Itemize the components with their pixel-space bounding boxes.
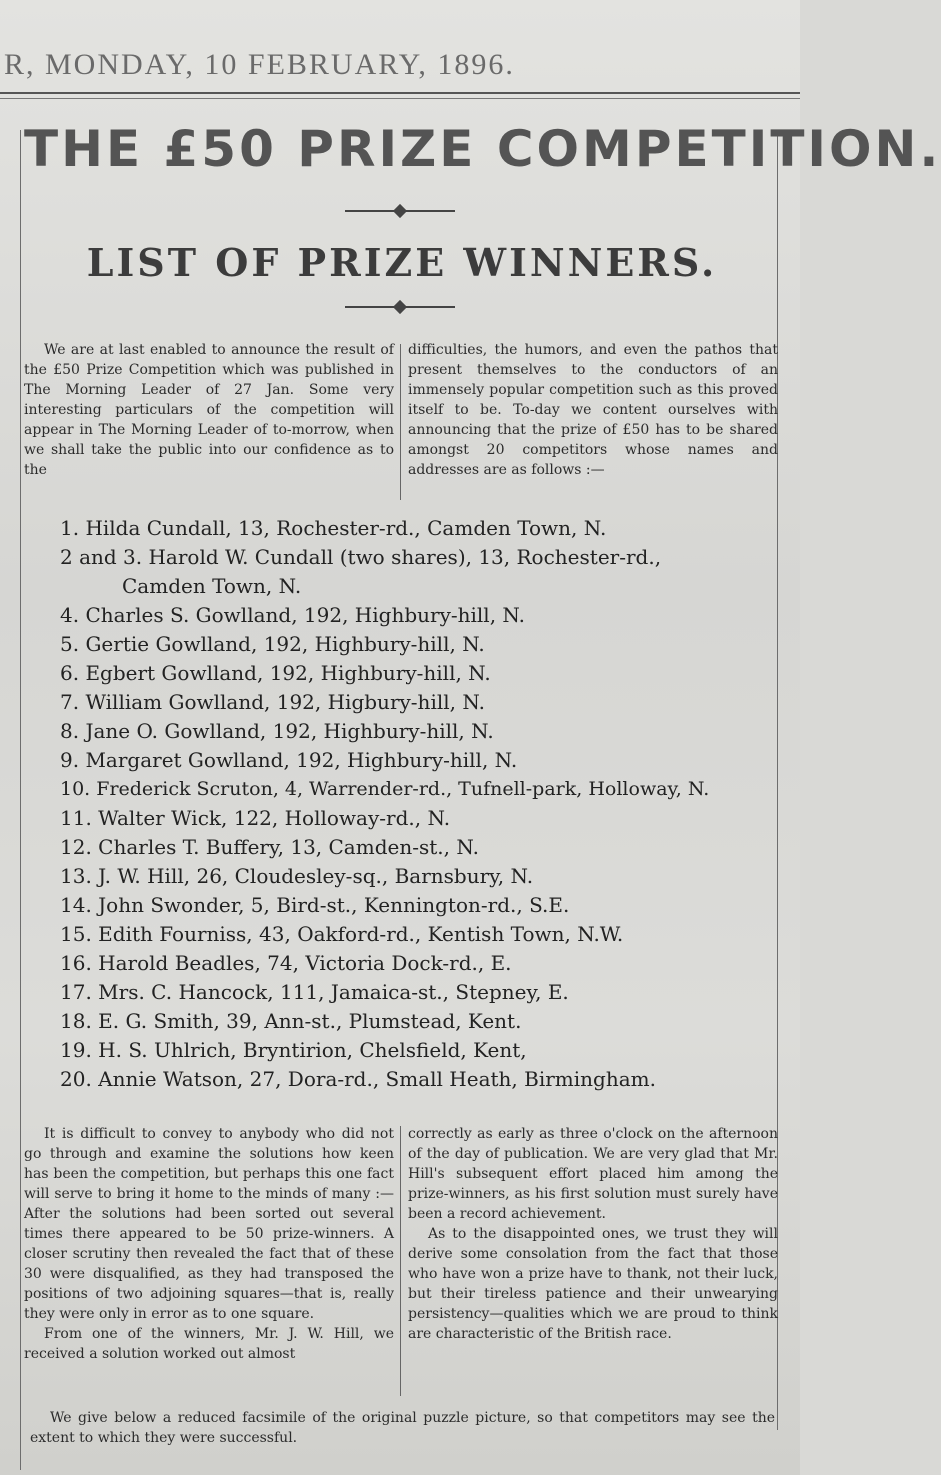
winner-item: 17. Mrs. C. Hancock, 111, Jamaica-st., Stepney, E. bbox=[60, 980, 569, 1004]
winner-item: 6. Egbert Gowlland, 192, Highbury-hill, N. bbox=[60, 661, 491, 685]
intro-left-text: We are at last enabled to announce the result of the £50 Prize Competition which was published in The Morning Leader of 27 Jan. Some very interesting particulars of the competition will appear in The Morning Leader of to-morrow, when we shall take the public into our confidence as to the bbox=[24, 342, 394, 478]
header-rule bbox=[0, 92, 800, 99]
winner-item: 7. William Gowlland, 192, Higbury-hill, N. bbox=[60, 690, 485, 714]
winner-item: 20. Annie Watson, 27, Dora-rd., Small Heath, Birmingham. bbox=[60, 1067, 656, 1091]
winner-item: 19. H. S. Uhlrich, Bryntirion, Chelsfield, Kent, bbox=[60, 1038, 527, 1062]
ornament-rule-bottom bbox=[345, 302, 455, 312]
body-right-paragraph-2: As to the disappointed ones, we trust they will derive some consolation from the fact that those who have won a prize have to thank, not their luck, but their tireless patience and their unwearying persistency—qualities which we are proud to think are characteristic of the British race. bbox=[408, 1226, 778, 1342]
winner-item: 18. E. G. Smith, 39, Ann-st., Plumstead, Kent. bbox=[60, 1009, 522, 1033]
footer-note bbox=[30, 1408, 775, 1448]
winner-item: 10. Frederick Scruton, 4, Warrender-rd., Tufnell-park, Holloway, N. bbox=[60, 778, 710, 800]
winners-list bbox=[60, 514, 780, 1094]
winner-item: 14. John Swonder, 5, Bird-st., Kennington-rd., S.E. bbox=[60, 893, 570, 917]
intro-left-column bbox=[24, 340, 394, 480]
headline: THE £50 PRIZE COMPETITION. bbox=[24, 120, 941, 178]
adjacent-column-right bbox=[777, 130, 800, 1430]
subheadline: LIST OF PRIZE WINNERS. bbox=[86, 240, 718, 285]
column-divider bbox=[400, 344, 401, 500]
winner-item: 13. J. W. Hill, 26, Cloudesley-sq., Barnsbury, N. bbox=[60, 864, 534, 888]
body-left-column bbox=[24, 1124, 394, 1364]
winner-item: 15. Edith Fourniss, 43, Oakford-rd., Kentish Town, N.W. bbox=[60, 922, 624, 946]
body-left-paragraph-1: It is difficult to convey to anybody who did not go through and examine the solutions how keen has been the competition, but perhaps this one fact will serve to bring it home to the minds of many :—After the solutions had been sorted out several times there appeared to be 50 prize-winners. A closer scrutiny then revealed the fact that of these 30 were disqualified, as they had transposed the positions of two adjoining squares—that is, really they were only in error as to one square. bbox=[24, 1126, 394, 1322]
winner-item: 5. Gertie Gowlland, 192, Highbury-hill, N. bbox=[60, 632, 485, 656]
body-left-paragraph-2: From one of the winners, Mr. J. W. Hill, we received a solution worked out almost bbox=[24, 1326, 394, 1362]
winner-item: 2 and 3. Harold W. Cundall (two shares), 13, Rochester-rd., bbox=[60, 545, 662, 569]
body-right-column bbox=[408, 1124, 778, 1344]
intro-right-text: difficulties, the humors, and even the pathos that present themselves to the conductors of an immensely popular competition such as this proved itself to be. To-day we content ourselves with announcing that the prize of £50 has to be shared amongst 20 competitors whose names and addresses are as follows :— bbox=[408, 342, 778, 478]
dateline: R, MONDAY, 10 FEBRUARY, 1896. bbox=[4, 48, 515, 81]
winner-item: 9. Margaret Gowlland, 192, Highbury-hill, N. bbox=[60, 748, 518, 772]
winner-item-continued: Camden Town, N. bbox=[122, 574, 302, 598]
intro-right-column bbox=[408, 340, 778, 480]
adjacent-column-left bbox=[0, 130, 21, 1470]
winner-item: 1. Hilda Cundall, 13, Rochester-rd., Camden Town, N. bbox=[60, 516, 607, 540]
footer-text: We give below a reduced facsimile of the original puzzle picture, so that competitors may see the extent to which they were successful. bbox=[30, 1410, 775, 1446]
ornament-rule-top bbox=[345, 206, 455, 216]
winner-item: 8. Jane O. Gowlland, 192, Highbury-hill, N. bbox=[60, 719, 494, 743]
winner-item: 12. Charles T. Buffery, 13, Camden-st., N. bbox=[60, 835, 479, 859]
winner-item: 4. Charles S. Gowlland, 192, Highbury-hill, N. bbox=[60, 603, 525, 627]
column-divider bbox=[400, 1126, 401, 1396]
winner-item: 16. Harold Beadles, 74, Victoria Dock-rd., E. bbox=[60, 951, 512, 975]
body-right-paragraph-1: correctly as early as three o'clock on the afternoon of the day of publication. We are very glad that Mr. Hill's subsequent effort placed him among the prize-winners, as his first solution must surely have been a record achievement. bbox=[408, 1126, 778, 1222]
winner-item: 11. Walter Wick, 122, Holloway-rd., N. bbox=[60, 806, 451, 830]
